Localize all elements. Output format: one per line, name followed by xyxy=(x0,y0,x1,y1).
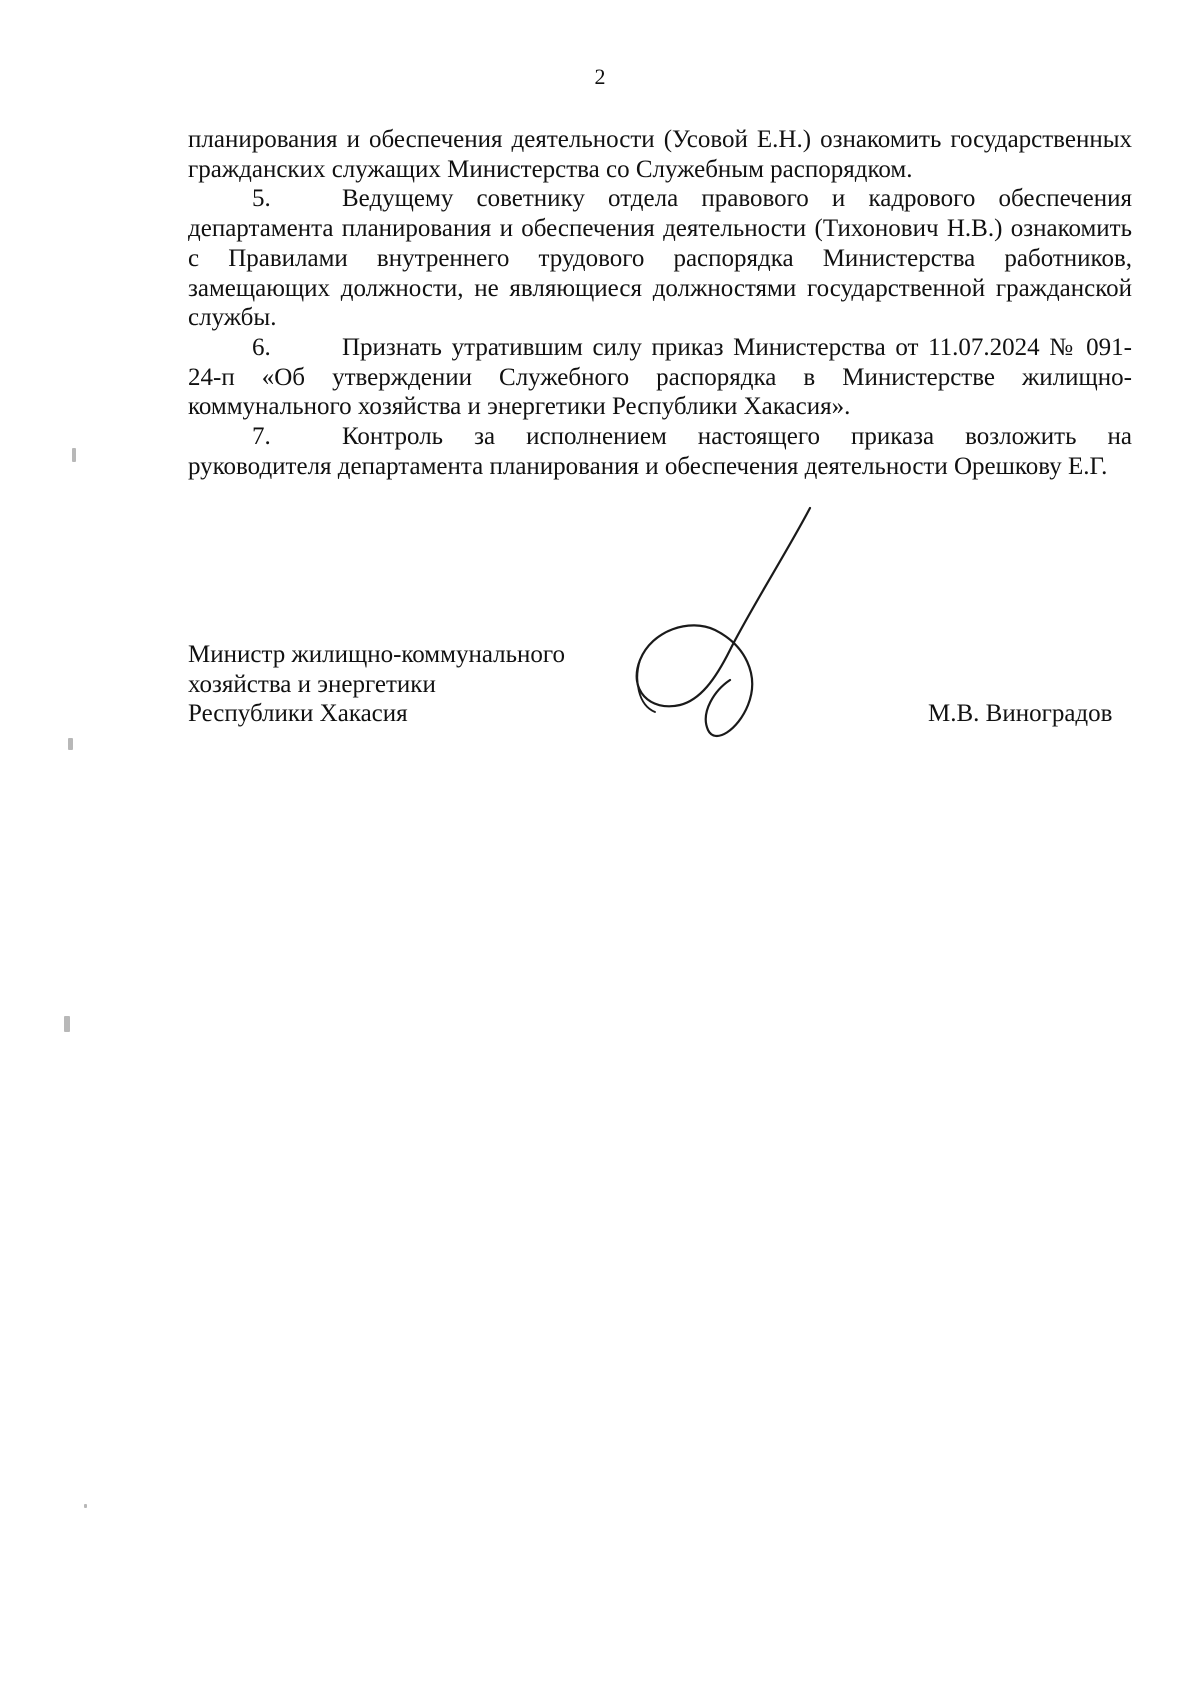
paragraph-text: планирования и обеспечения деятельности (Усовой Е.Н.) ознакомить государственных гражданских служащих Министерства со Служебным распорядком. xyxy=(188,126,1132,183)
signatory-position-line: хозяйства и энергетики xyxy=(188,670,436,698)
document-body xyxy=(188,125,1132,481)
signatory-position-line: Республики Хакасия xyxy=(188,700,408,728)
paragraph-number: 6. xyxy=(252,333,271,361)
signatory-position-line: Министр жилищно-коммунального xyxy=(188,641,566,668)
scan-artifact xyxy=(84,1504,87,1508)
signatory-name: М.В. Виноградов xyxy=(928,700,1113,727)
scan-artifact xyxy=(64,1016,70,1032)
paragraph-item-7 xyxy=(188,422,1132,481)
handwritten-signature xyxy=(620,500,840,750)
paragraph-text: Признать утратившим силу приказ Министерства от 11.07.2024 № 091-24-п «Об утверждении Служебного распорядка в Министерстве жилищно-коммунального хозяйства и энергетики Республики Хакасия». xyxy=(188,333,1132,421)
page-number: 2 xyxy=(594,64,606,89)
scan-artifact xyxy=(72,448,76,462)
signatory-position xyxy=(188,640,565,729)
paragraph-item-5 xyxy=(188,184,1132,333)
paragraph-text: Ведущему советнику отдела правового и кадрового обеспечения департамента планирования и обеспечения деятельности (Тихонович Н.В.) ознакомить с Правилами внутреннего трудового распорядка Министерства работников, замещающих должности, не являющиеся должностями государственной гражданской службы. xyxy=(188,185,1132,332)
paragraph-number: 7. xyxy=(252,423,271,451)
paragraph-text: Контроль за исполнением настоящего приказа возложить на руководителя департамента планирования и обеспечения деятельности Орешкову Е.Г. xyxy=(188,423,1132,480)
paragraph-continuation xyxy=(188,125,1132,184)
scan-artifact xyxy=(68,738,73,750)
paragraph-item-6 xyxy=(188,333,1132,422)
paragraph-number: 5. xyxy=(252,185,271,213)
